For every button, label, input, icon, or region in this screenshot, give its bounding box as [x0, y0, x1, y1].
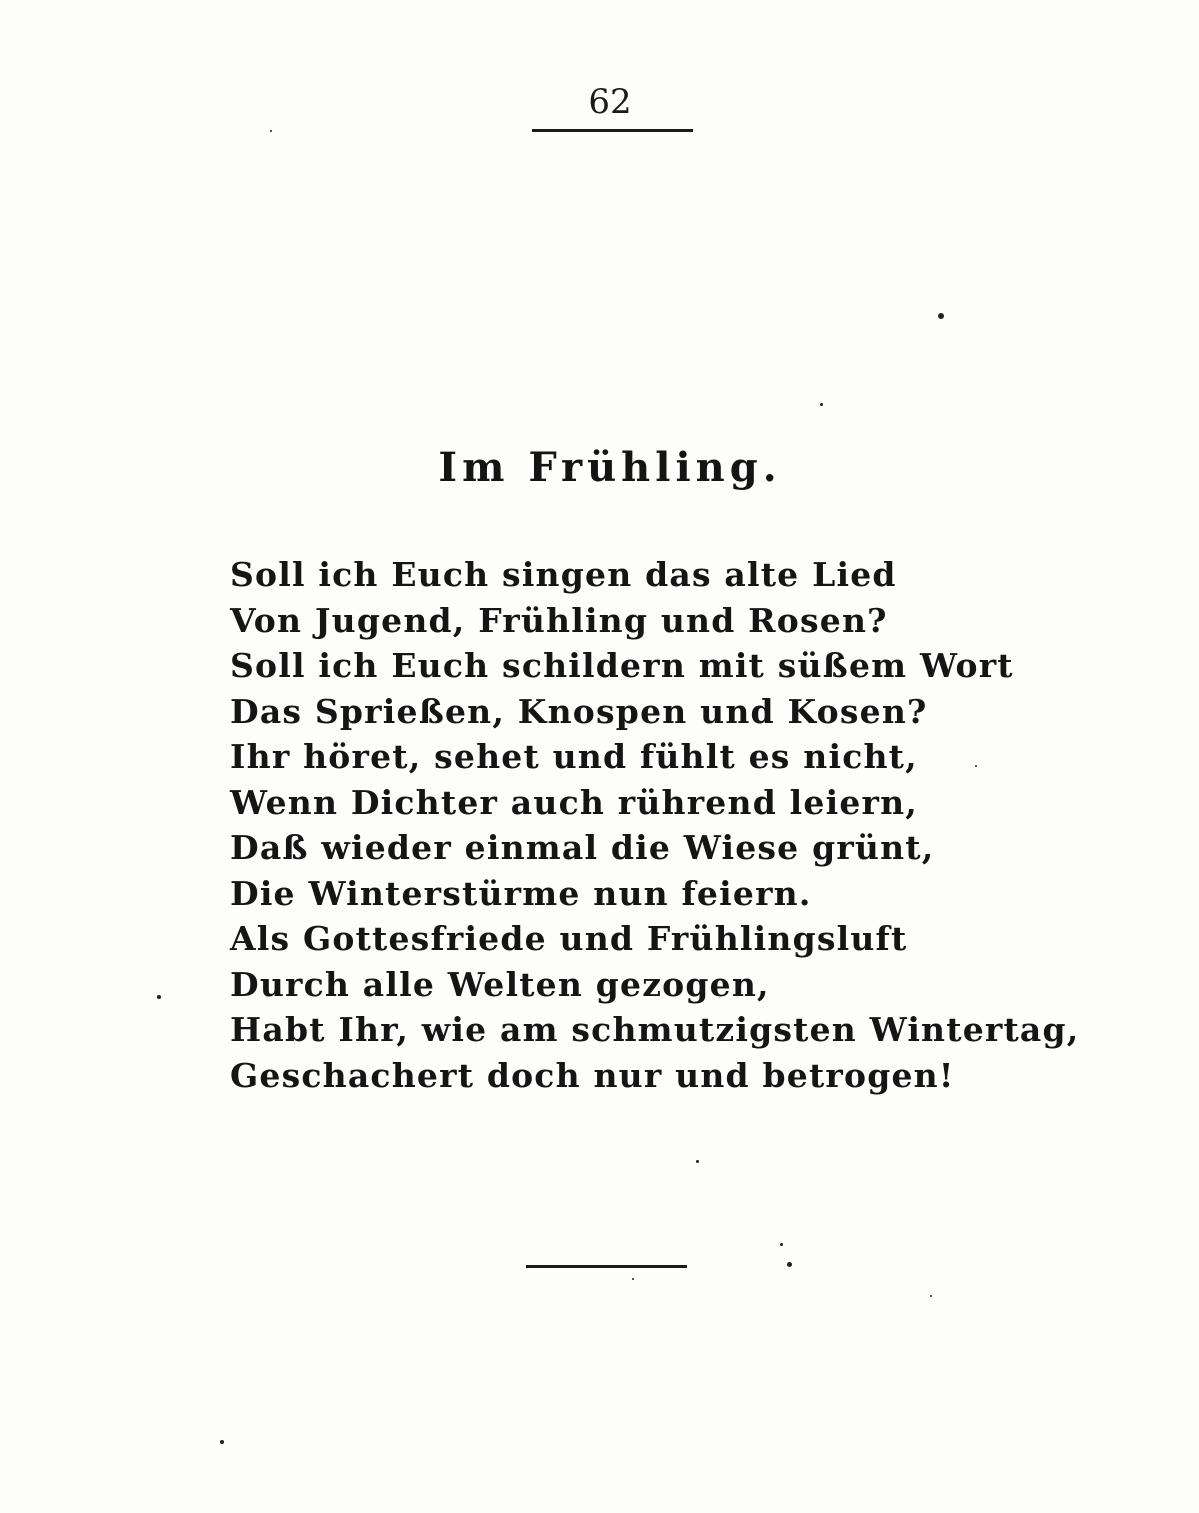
scan-speck — [780, 1243, 783, 1246]
page-number: 62 — [588, 82, 632, 122]
scan-speck — [270, 130, 272, 132]
scan-speck — [787, 1262, 792, 1267]
verse-line: Geschachert doch nur und betrogen! — [230, 1055, 955, 1095]
scan-speck — [157, 995, 161, 999]
scan-speck — [938, 313, 944, 319]
header-rule — [532, 129, 693, 132]
verse-line: Die Winterstürme nun feiern. — [230, 873, 812, 913]
end-rule — [526, 1265, 687, 1268]
verse-line: Von Jugend, Frühling und Rosen? — [230, 600, 888, 640]
verse-line: Ihr höret, sehet und fühlt es nicht, — [230, 737, 918, 776]
scan-speck — [930, 1295, 932, 1297]
verse-line: Als Gottesfriede und Frühlingsluft — [230, 919, 908, 958]
verse-line: Wenn Dichter auch rührend leiern, — [230, 782, 918, 822]
scan-speck — [975, 765, 977, 767]
verse-line: Daß wieder einmal die Wiese grünt, — [230, 828, 935, 867]
verse-line: Soll ich Euch singen das alte Lied — [230, 555, 897, 594]
poem-title: Im Frühling. — [438, 444, 782, 491]
scan-speck — [696, 1160, 699, 1163]
verse-line: Habt Ihr, wie am schmutzigsten Wintertag, — [230, 1010, 1080, 1049]
verse-line: Soll ich Euch schildern mit süßem Wort — [230, 646, 1014, 685]
verse-line: Das Sprießen, Knospen und Kosen? — [230, 691, 928, 731]
scan-speck — [632, 1278, 634, 1280]
scan-speck — [820, 403, 823, 406]
scan-speck — [220, 1440, 224, 1444]
verse-line: Durch alle Welten gezogen, — [230, 964, 770, 1004]
poem-body — [230, 552, 1080, 1098]
